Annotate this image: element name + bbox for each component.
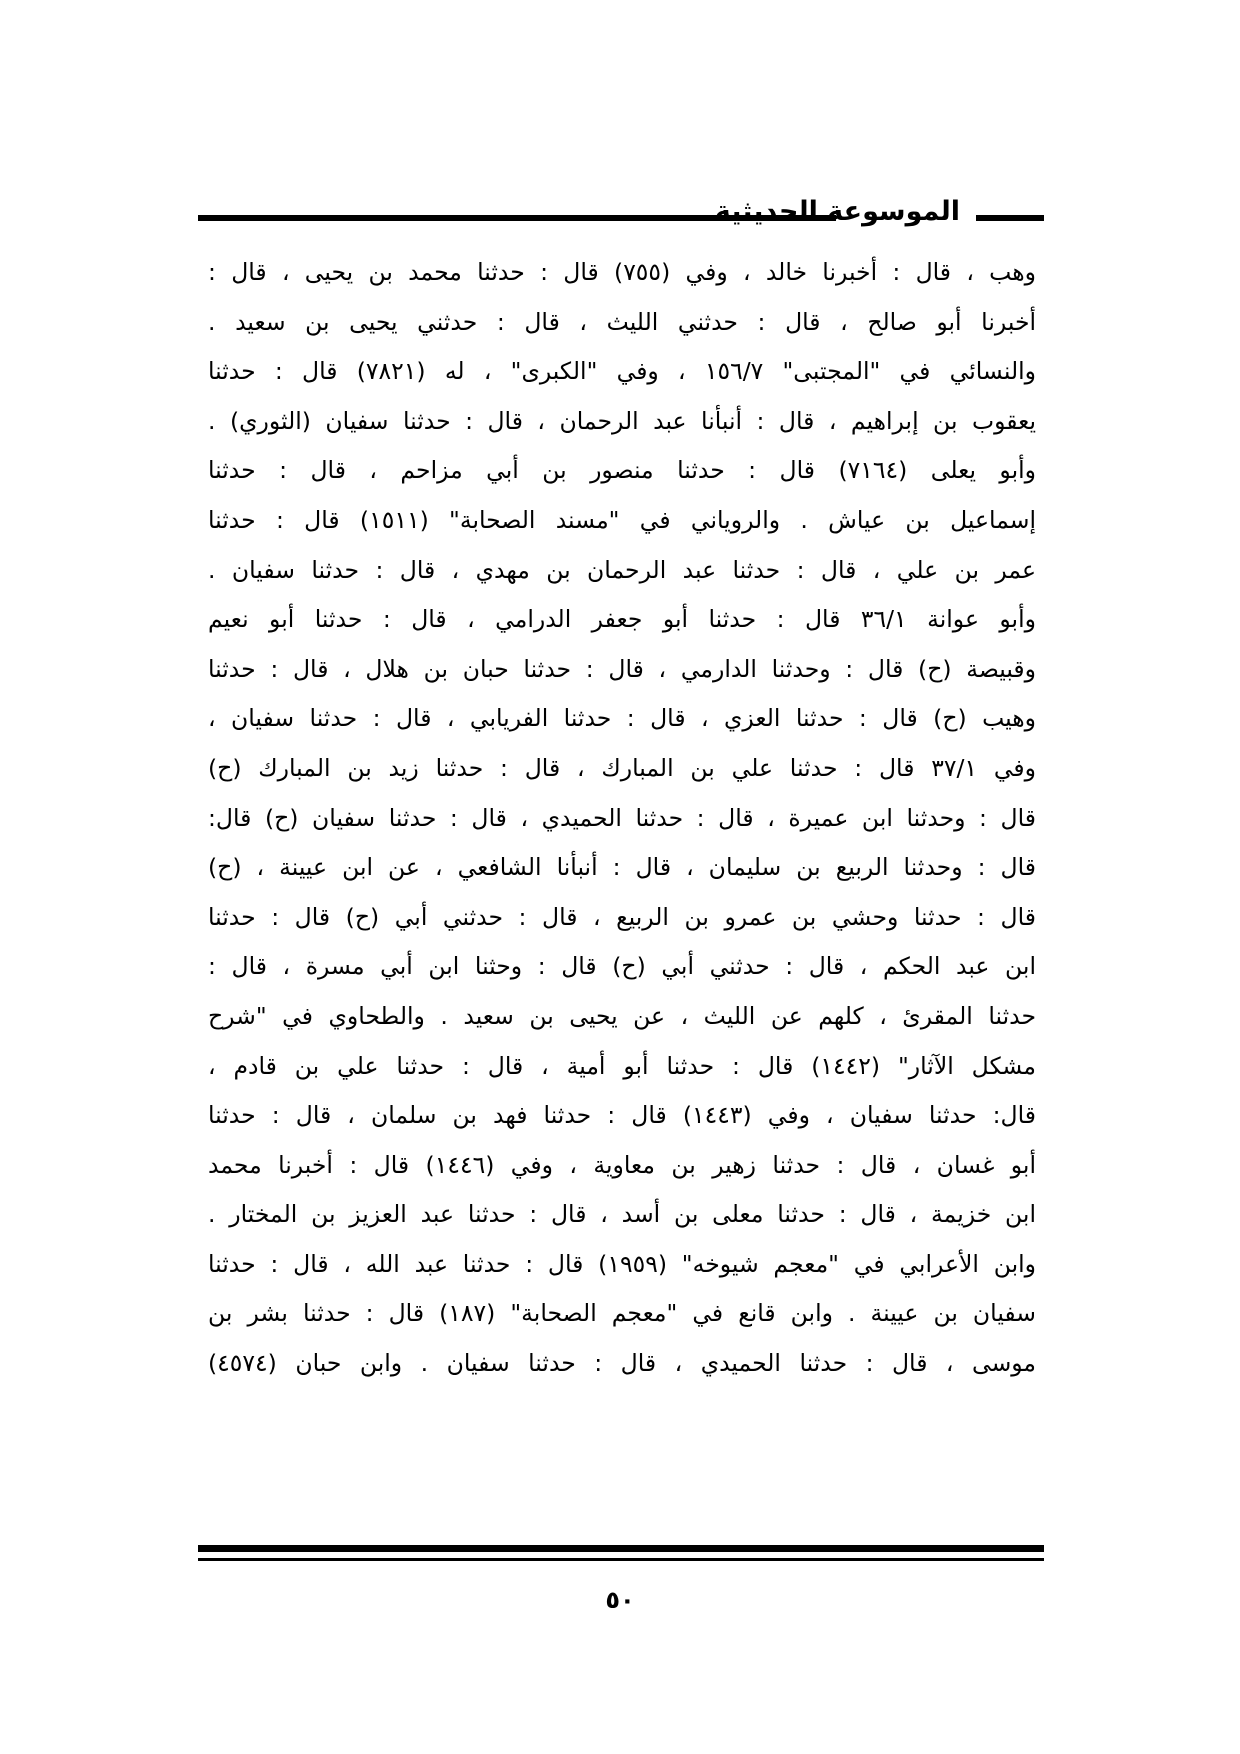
footer-rule-thick xyxy=(198,1545,1044,1552)
text-line-10: وهيب (ح) قال : حدثنا العزي ، قال : حدثنا الفريابي ، قال : حدثنا سفيان ، xyxy=(208,704,1036,733)
text-line-1: وهب ، قال : أخبرنا خالد ، وفي (٧٥٥) قال : حدثنا محمد بن يحيى ، قال : xyxy=(208,258,1036,286)
text-line-2: أخبرنا أبو صالح ، قال : حدثني الليث ، قال : حدثني يحيى بن سعيد . xyxy=(208,307,1036,336)
body-text xyxy=(208,248,1036,1389)
text-line-11: وفي ٣٧/١ قال : حدثنا علي بن المبارك ، قال : حدثنا زيد بن المبارك (ح) xyxy=(208,753,1036,782)
running-title: الموسوعة الحديثية xyxy=(714,196,960,227)
text-line-7: عمر بن علي ، قال : حدثنا عبد الرحمان بن مهدي ، قال : حدثنا سفيان . xyxy=(208,555,1036,584)
text-line-20: ابن خزيمة ، قال : حدثنا معلى بن أسد ، قال : حدثنا عبد العزيز بن المختار . xyxy=(208,1200,1036,1229)
text-line-18: قال: حدثنا سفيان ، وفي (١٤٤٣) قال : حدثنا فهد بن سلمان ، قال : حدثنا xyxy=(208,1101,1036,1130)
text-line-17: مشكل الآثار" (١٤٤٢) قال : حدثنا أبو أمية ، قال : حدثنا علي بن قادم ، xyxy=(208,1051,1036,1080)
text-line-8: وأبو عوانة ٣٦/١ قال : حدثنا أبو جعفر الدرامي ، قال : حدثنا أبو نعيم xyxy=(208,605,1036,634)
text-line-21: وابن الأعرابي في "معجم شيوخه" (١٩٥٩) قال : حدثنا عبد الله ، قال : حدثنا xyxy=(208,1249,1036,1278)
text-line-4: يعقوب بن إبراهيم ، قال : أنبأنا عبد الرحمان ، قال : حدثنا سفيان (الثوري) . xyxy=(208,406,1036,435)
footer-rule-thin xyxy=(198,1558,1044,1561)
text-line-5: وأبو يعلى (٧١٦٤) قال : حدثنا منصور بن أبي مزاحم ، قال : حدثنا xyxy=(208,456,1036,485)
text-line-15: ابن عبد الحكم ، قال : حدثني أبي (ح) قال : وحثنا ابن أبي مسرة ، قال : xyxy=(208,952,1036,981)
header-rule-short xyxy=(976,215,1044,221)
page-header xyxy=(198,192,1044,232)
text-line-6: إسماعيل بن عياش . والروياني في "مسند الصحابة" (١٥١١) قال : حدثنا xyxy=(208,505,1036,534)
text-line-23: موسى ، قال : حدثنا الحميدي ، قال : حدثنا سفيان . وابن حبان (٤٥٧٤) xyxy=(208,1349,1036,1378)
text-line-9: وقبيصة (ح) قال : وحدثنا الدارمي ، قال : حدثنا حبان بن هلال ، قال : حدثنا xyxy=(208,654,1036,683)
text-line-12: قال : وحدثنا ابن عميرة ، قال : حدثنا الحميدي ، قال : حدثنا سفيان (ح) قال: xyxy=(208,803,1036,832)
text-line-14: قال : حدثنا وحشي بن عمرو بن الربيع ، قال : حدثني أبي (ح) قال : حدثنا xyxy=(208,902,1036,931)
text-line-3: والنسائي في "المجتبى" ١٥٦/٧ ، وفي "الكبرى" ، له (٧٨٢١) قال : حدثنا xyxy=(208,357,1036,386)
text-line-22: سفيان بن عيينة . وابن قانع في "معجم الصحابة" (١٨٧) قال : حدثنا بشر بن xyxy=(208,1299,1036,1328)
page-number: ٥٠ xyxy=(605,1586,635,1614)
text-line-19: أبو غسان ، قال : حدثنا زهير بن معاوية ، وفي (١٤٤٦) قال : أخبرنا محمد xyxy=(208,1150,1036,1179)
text-line-13: قال : وحدثنا الربيع بن سليمان ، قال : أنبأنا الشافعي ، عن ابن عيينة ، (ح) xyxy=(208,853,1036,882)
text-line-16: حدثنا المقرئ ، كلهم عن الليث ، عن يحيى بن سعيد . والطحاوي في "شرح xyxy=(208,1001,1036,1030)
